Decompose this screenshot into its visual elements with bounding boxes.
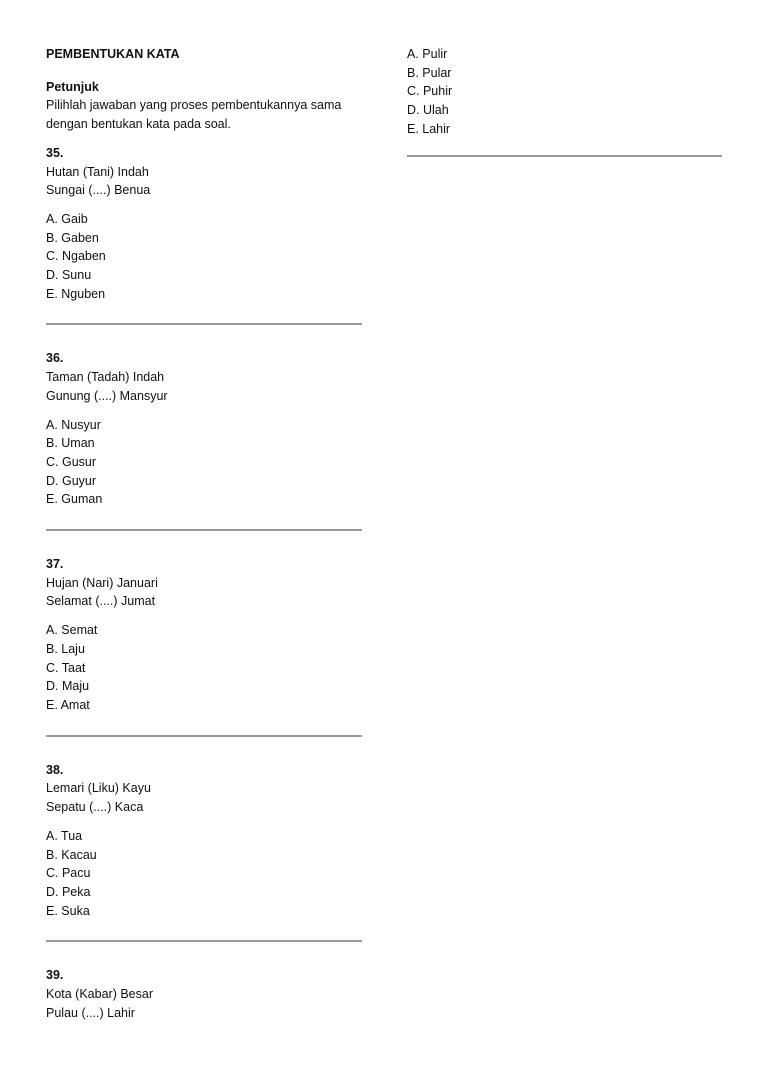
option-c: C. Ngaben	[46, 249, 106, 264]
question-38	[46, 761, 362, 943]
question-number: 39.	[46, 968, 64, 983]
option-a: A. Semat	[46, 623, 98, 638]
question-stem-line-1: Kota (Kabar) Besar	[46, 987, 153, 1002]
option-b: B. Uman	[46, 436, 95, 451]
option-d: D. Sunu	[46, 268, 92, 283]
question-divider	[46, 940, 362, 942]
question-stem-line-2: Selamat (....) Jumat	[46, 594, 156, 609]
instruction-line-2: dengan bentukan kata pada soal.	[46, 117, 231, 132]
question-stem-line-1: Lemari (Liku) Kayu	[46, 781, 151, 796]
question-stem-line-2: Sungai (....) Benua	[46, 183, 151, 198]
question-divider	[407, 155, 722, 157]
question-number: 35.	[46, 145, 64, 160]
option-b: B. Gaben	[46, 230, 99, 245]
page-title: PEMBENTUKAN KATA	[46, 47, 180, 61]
question-stem-line-2: Sepatu (....) Kaca	[46, 800, 144, 815]
option-d: D. Guyur	[46, 473, 97, 488]
question-number: 37.	[46, 557, 64, 572]
answer-options	[46, 827, 362, 921]
instruction-heading: Petunjuk	[46, 79, 99, 94]
question-stem-line-1: Hutan (Tani) Indah	[46, 164, 149, 179]
option-c: C. Taat	[46, 660, 86, 675]
question-divider	[46, 529, 362, 531]
option-e: E. Lahir	[407, 121, 451, 136]
option-a: A. Nusyur	[46, 417, 101, 432]
question-37	[46, 555, 362, 737]
answer-options-question-39	[407, 45, 722, 139]
question-stem-line-1: Taman (Tadah) Indah	[46, 370, 165, 385]
option-b: B. Laju	[46, 641, 85, 656]
answer-options	[46, 210, 362, 304]
left-column	[46, 45, 362, 1022]
option-b: B. Kacau	[46, 847, 97, 862]
option-e: E. Nguben	[46, 286, 106, 301]
option-c: C. Pacu	[46, 866, 91, 881]
question-36	[46, 349, 362, 531]
question-divider	[46, 735, 362, 737]
question-39	[46, 966, 362, 1022]
option-e: E. Amat	[46, 697, 90, 712]
option-c: C. Puhir	[407, 84, 453, 99]
question-stem-line-2: Pulau (....) Lahir	[46, 1005, 135, 1020]
option-d: D. Maju	[46, 679, 90, 694]
question-35	[46, 144, 362, 326]
question-divider	[46, 323, 362, 325]
option-b: B. Pular	[407, 65, 452, 80]
option-a: A. Gaib	[46, 211, 88, 226]
answer-options	[46, 621, 362, 715]
question-number: 36.	[46, 351, 64, 366]
option-d: D. Ulah	[407, 103, 449, 118]
question-stem-line-1: Hujan (Nari) Januari	[46, 575, 158, 590]
option-d: D. Peka	[46, 884, 91, 899]
option-a: A. Tua	[46, 828, 83, 843]
option-c: C. Gusur	[46, 454, 97, 469]
option-a: A. Pulir	[407, 47, 448, 61]
option-e: E. Suka	[46, 903, 90, 918]
option-e: E. Guman	[46, 492, 103, 507]
question-number: 38.	[46, 762, 64, 777]
right-column	[407, 45, 722, 157]
question-stem-line-2: Gunung (....) Mansyur	[46, 388, 168, 403]
answer-options	[46, 416, 362, 510]
instruction-line-1: Pilihlah jawaban yang proses pembentukannya sama	[46, 98, 342, 113]
